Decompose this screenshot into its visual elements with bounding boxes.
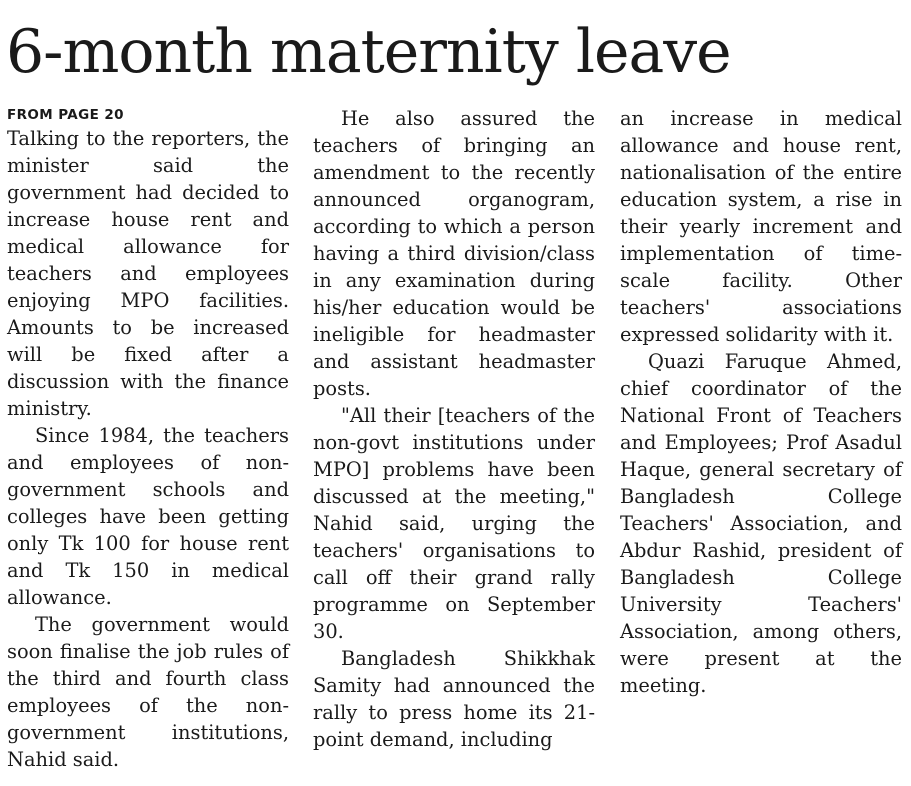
continuation-label: FROM PAGE 20 [7, 107, 124, 123]
article-column-3 [620, 105, 902, 699]
paragraph: Bangladesh Shikkhak Samity had announced the rally to press home its 21-point demand, including [313, 647, 595, 751]
paragraph: "All their [teachers of the non-govt institutions under MPO] problems have been discussed at the meeting," Nahid said, urging the teachers' organisations to call off their grand rally programme on September 30. [313, 404, 595, 643]
paragraph: The government would soon finalise the job rules of the third and fourth class employees of the non-government institutions, Nahid said. [7, 613, 289, 771]
paragraph: Since 1984, the teachers and employees of non-government schools and colleges have been getting only Tk 100 for house rent and Tk 150 in medical allowance. [7, 424, 289, 609]
paragraph: He also assured the teachers of bringing an amendment to the recently announced organogram, according to which a person having a third division/class in any examination during his/her education would be ineligible for headmaster and assistant headmaster posts. [313, 107, 595, 400]
headline: 6-month maternity leave [6, 17, 731, 87]
paragraph: Talking to the reporters, the minister said the government had decided to increase house rent and medical allowance for teachers and employees enjoying MPO facilities. Amounts to be increased will be fixed after a discussion with the finance ministry. [7, 127, 289, 420]
article-column-1 [7, 105, 289, 773]
article-column-2 [313, 105, 595, 753]
paragraph: an increase in medical allowance and house rent, nationalisation of the entire education system, a rise in their yearly increment and implementation of time-scale facility. Other teachers' associations expressed solidarity with it. [620, 107, 902, 346]
paragraph: Quazi Faruque Ahmed, chief coordinator of the National Front of Teachers and Employees; Prof Asadul Haque, general secretary of Bangladesh College Teachers' Association, and Abdur Rashid, president of Bangladesh College University Teachers' Association, among others, were present at the meeting. [620, 350, 902, 697]
